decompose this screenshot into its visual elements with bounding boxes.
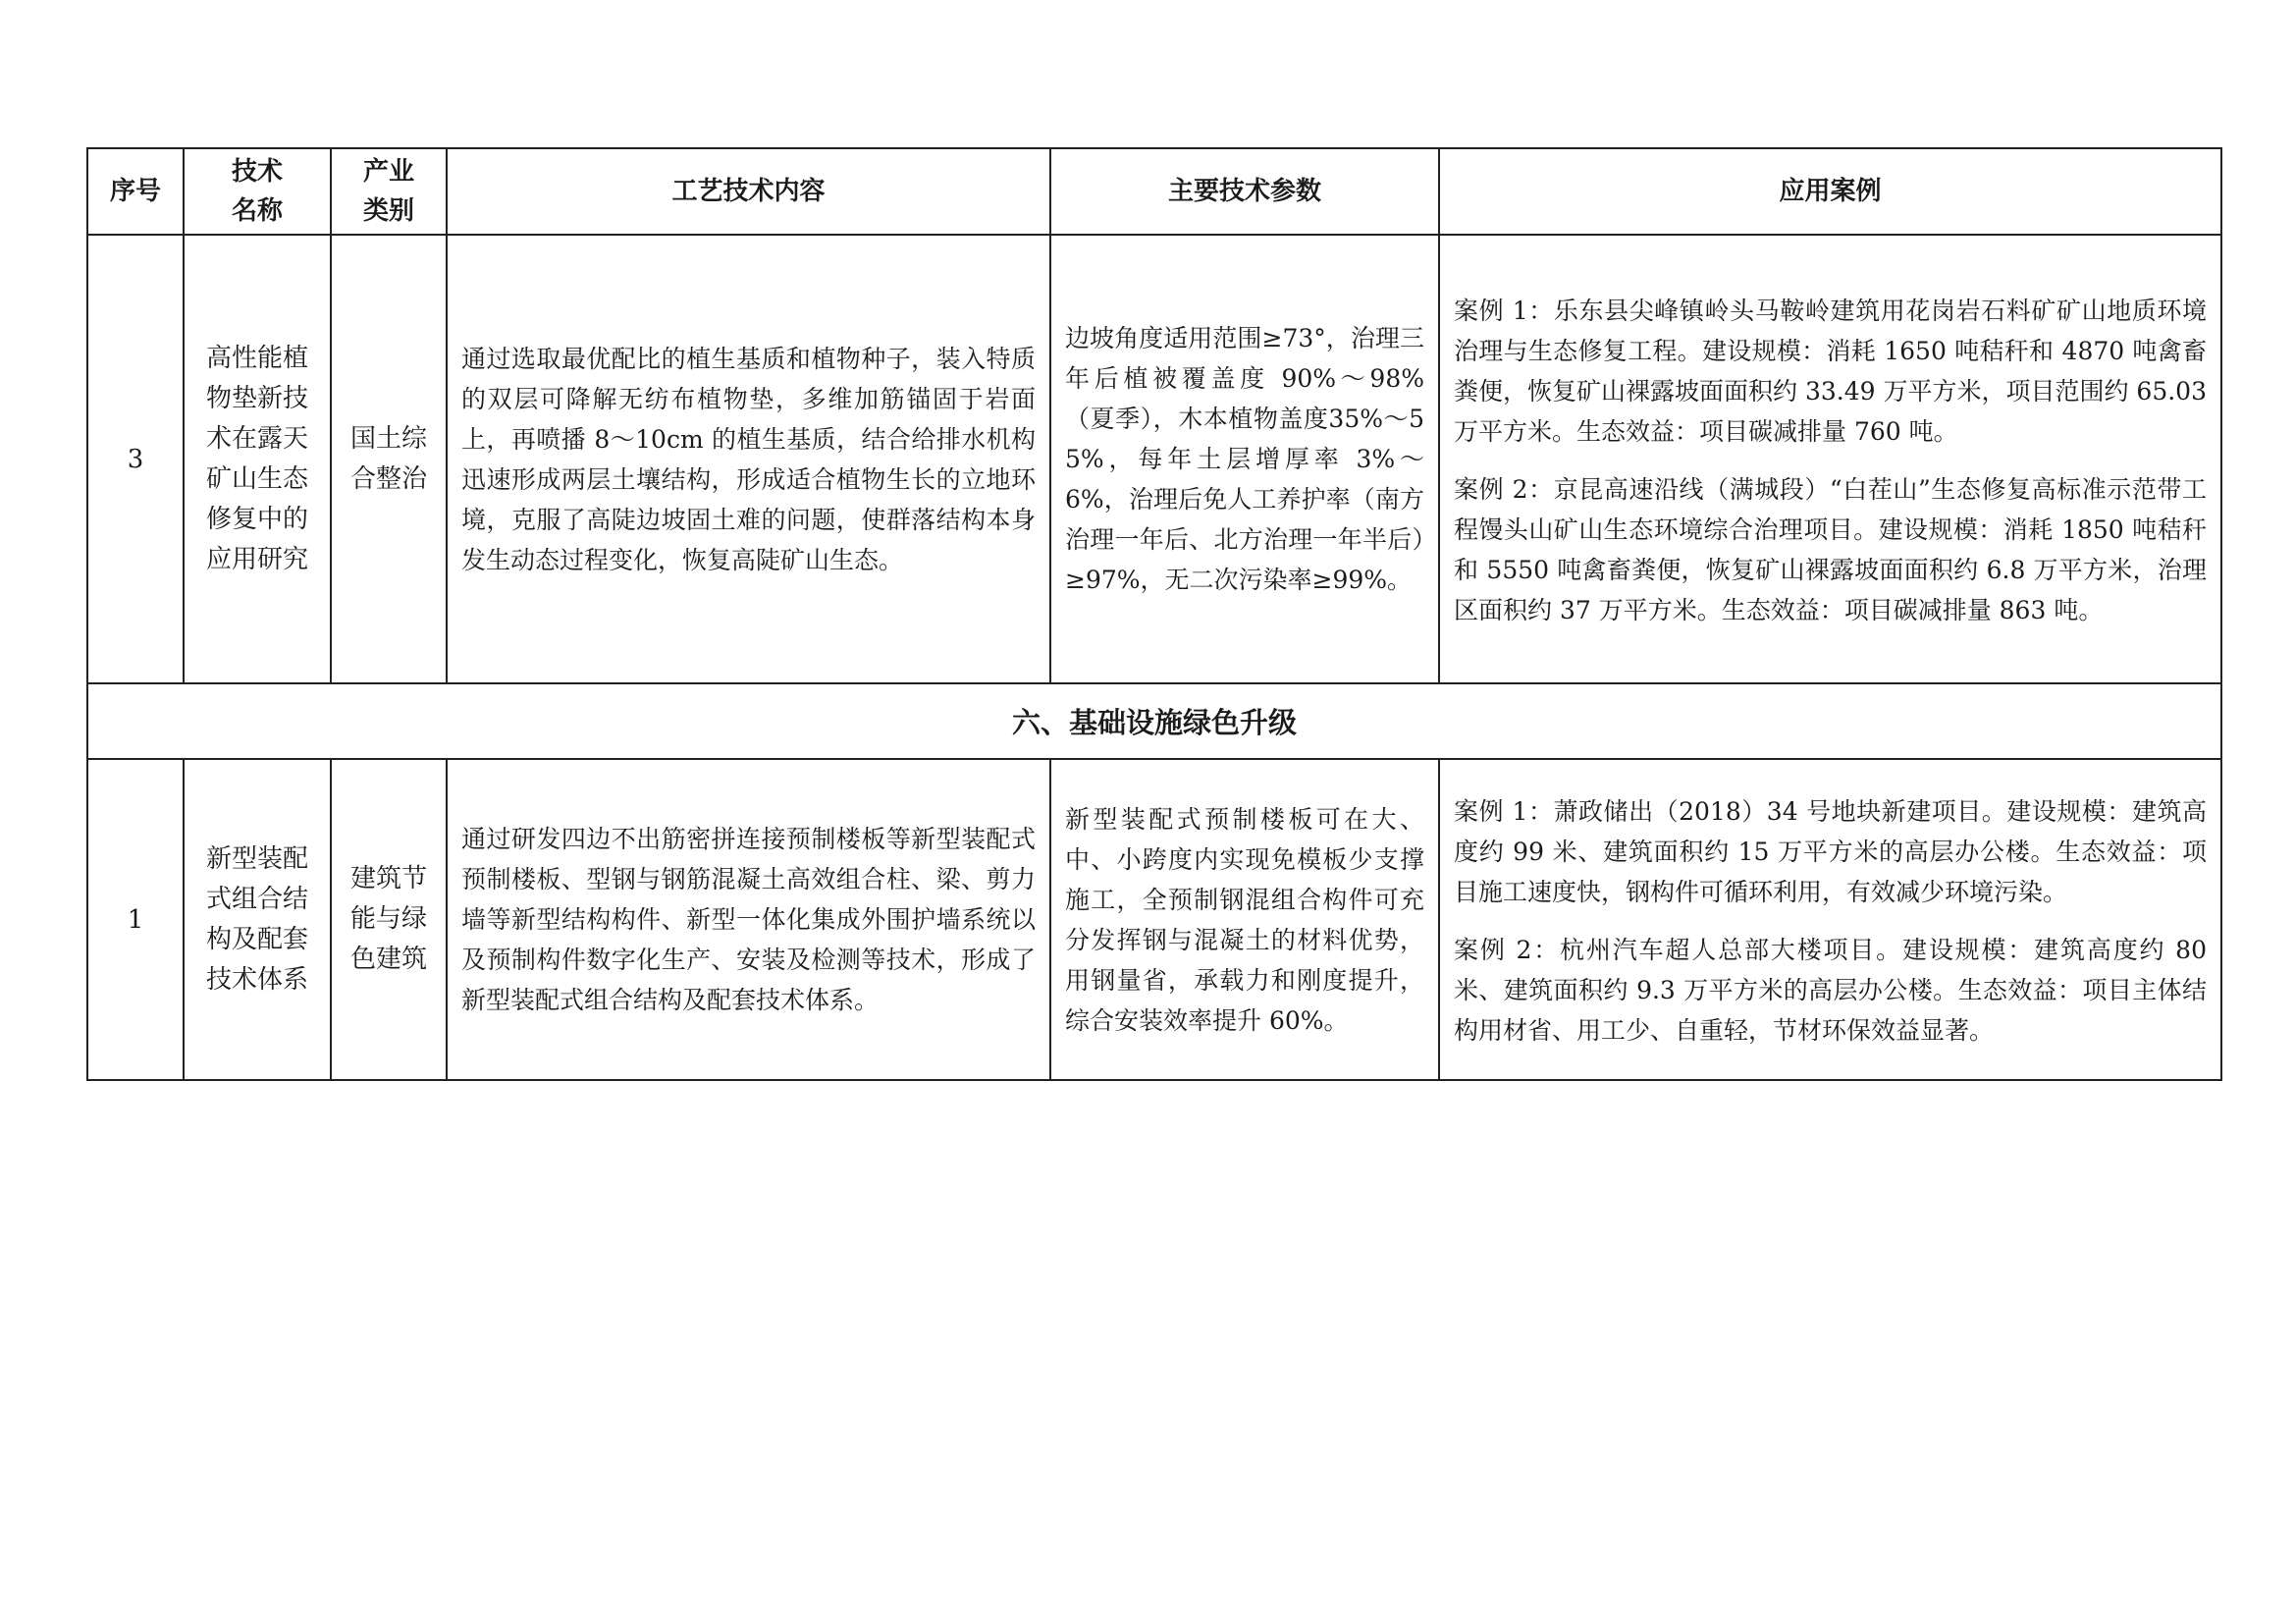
section-title: 六、基础设施绿色升级 — [1011, 706, 1297, 739]
cell-seq: 1 — [87, 759, 184, 1080]
case-1: 案例 1：萧政储出（2018）34 号地块新建项目。建设规模：建筑高度约 99 米、建筑面积约 15 万平方米的高层办公楼。生态效益：项目施工速度快，钢构件可循环利用，有效减少环境污染。 — [1454, 796, 2207, 906]
header-process: 工艺技术内容 — [447, 148, 1050, 235]
section-title-cell — [87, 683, 2221, 759]
cell-tech-name: 高性能植 物垫新技 术在露天 矿山生态 修复中的 应用研究 — [184, 235, 331, 683]
cell-process: 通过选取最优配比的植生基质和植物种子，装入特质的双层可降解无纺布植物垫，多维加筋锚固于岩面上，再喷播 8～10cm 的植生基质，结合给排水机构迅速形成两层土壤结构，形成适合植物生长的立地环境，克服了高陡边坡固土难的问题，使群落结构本身发生动态过程变化，恢复高陡矿山生态。 — [447, 235, 1050, 683]
table-row — [87, 759, 2221, 1080]
header-seq: 序号 — [87, 148, 184, 235]
cell-process: 通过研发四边不出筋密拼连接预制楼板等新型装配式预制楼板、型钢与钢筋混凝土高效组合柱、梁、剪力墙等新型结构构件、新型一体化集成外围护墙系统以及预制构件数字化生产、安装及检测等技术，形成了新型装配式组合结构及配套技术体系。 — [447, 759, 1050, 1080]
header-cases: 应用案例 — [1439, 148, 2221, 235]
header-params: 主要技术参数 — [1050, 148, 1439, 235]
cell-params: 边坡角度适用范围≥73°，治理三年后植被覆盖度 90%～98%（夏季），木本植物盖度35%～55%，每年土层增厚率 3%～6%，治理后免人工养护率（南方治理一年后、北方治理一年半后）≥97%，无二次污染率≥99%。 — [1050, 235, 1439, 683]
technology-table — [86, 147, 2222, 1081]
cell-tech-name: 新型装配 式组合结 构及配套 技术体系 — [184, 759, 331, 1080]
header-industry: 产业 类别 — [331, 148, 447, 235]
case-2: 案例 2：杭州汽车超人总部大楼项目。建设规模：建筑高度约 80 米、建筑面积约 9.3 万平方米的高层办公楼。生态效益：项目主体结构用材省、用工少、自重轻，节材环保效益显著。 — [1454, 935, 2207, 1045]
header-tech-name: 技术 名称 — [184, 148, 331, 235]
cell-seq: 3 — [87, 235, 184, 683]
cell-industry: 建筑节 能与绿 色建筑 — [331, 759, 447, 1080]
section-header-row — [87, 683, 2221, 759]
cell-params: 新型装配式预制楼板可在大、中、小跨度内实现免模板少支撑施工，全预制钢混组合构件可充分发挥钢与混凝土的材料优势，用钢量省，承载力和刚度提升，综合安装效率提升 60%。 — [1050, 759, 1439, 1080]
case-2: 案例 2：京昆高速沿线（满城段）“白茬山”生态修复高标准示范带工程馒头山矿山生态环境综合治理项目。建设规模：消耗 1850 吨秸秆和 5550 吨禽畜粪便，恢复矿山裸露坡面面积约 6.8 万平方米，治理区面积约 37 万平方米。生态效益：项目碳减排量 863 吨。 — [1454, 474, 2207, 624]
case-1: 案例 1：乐东县尖峰镇岭头马鞍岭建筑用花岗岩石料矿矿山地质环境治理与生态修复工程。建设规模：消耗 1650 吨秸秆和 4870 吨禽畜粪便，恢复矿山裸露坡面面积约 33.49 万平方米，项目范围约 65.03 万平方米。生态效益：项目碳减排量 760 吨。 — [1454, 296, 2207, 446]
cell-cases — [1439, 759, 2221, 1080]
cell-industry: 国土综 合整治 — [331, 235, 447, 683]
table-header-row — [87, 148, 2221, 235]
cell-cases — [1439, 235, 2221, 683]
table-row — [87, 235, 2221, 683]
